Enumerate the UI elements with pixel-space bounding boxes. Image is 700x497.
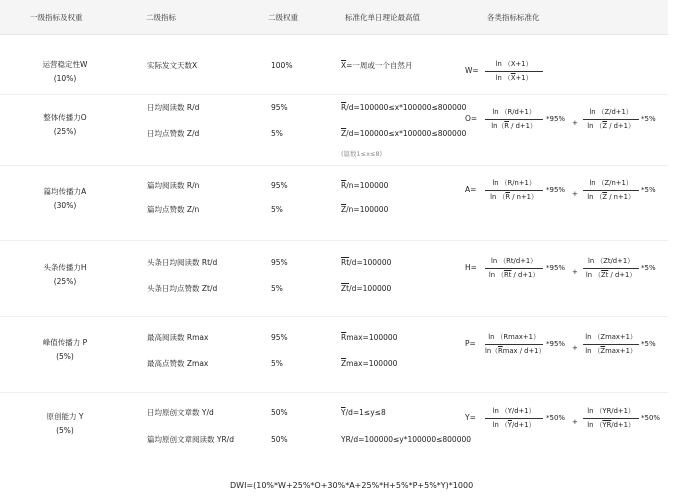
den-prefix: ln（ xyxy=(485,346,498,355)
theoretical-max-value xyxy=(341,62,412,70)
max-value-rest: /d=1≤y≤8 xyxy=(345,408,386,417)
overline-symbol: $\overline{R}$ xyxy=(341,333,347,342)
den-suffix: / d+1） xyxy=(508,121,537,130)
den-suffix: /d+1） xyxy=(511,420,536,429)
den-overline: $\overline{YR}$ xyxy=(602,420,612,429)
secondary-indicator-weight: 5% xyxy=(271,205,283,214)
max-value-rest: max=100000 xyxy=(346,359,398,368)
fraction xyxy=(485,258,543,279)
theoretical-max-value xyxy=(341,360,397,368)
den-prefix: ln （ xyxy=(587,192,603,201)
max-value-rest: /d=100000≤x*100000≤800000 xyxy=(346,103,467,112)
den-overline: $\overline{R}$ xyxy=(504,121,509,130)
fraction xyxy=(583,408,639,429)
fraction xyxy=(485,109,543,130)
max-value-rest: /d=100000 xyxy=(349,284,392,293)
secondary-indicator-name: 日均阅读数 R/d xyxy=(147,103,200,112)
plus-sign: + xyxy=(572,418,578,426)
fraction xyxy=(583,258,639,279)
den-suffix: / d+1） xyxy=(511,270,540,279)
den-overline: $\overline{X}$ xyxy=(510,73,516,82)
theoretical-max-value xyxy=(341,285,391,293)
primary-indicator-weight: (25%) xyxy=(53,127,77,136)
fraction-denominator xyxy=(583,120,639,130)
den-prefix: ln （ xyxy=(587,420,603,429)
den-overline: $\overline{Rt}$ xyxy=(504,270,512,279)
fraction-denominator xyxy=(485,191,543,201)
den-prefix: ln（ xyxy=(491,121,505,130)
fraction xyxy=(583,109,639,130)
coefficient: *5% xyxy=(641,340,656,348)
coefficient: *5% xyxy=(641,186,656,194)
den-suffix: max / d+1） xyxy=(502,346,546,355)
column-header-3: 标准化单日理论最高值 xyxy=(345,13,420,22)
max-value-rest: YR/d=100000≤y*100000≤800000 xyxy=(341,435,472,444)
fraction-numerator: ln （Y/d+1） xyxy=(485,408,543,419)
secondary-indicator-weight: 50% xyxy=(271,408,288,417)
coefficient: *95% xyxy=(546,115,566,123)
primary-indicator-weight: (5%) xyxy=(56,426,74,435)
den-overline: $\overline{Z}$ xyxy=(600,346,606,355)
fraction-numerator: ln （YR/d+1） xyxy=(583,408,639,419)
max-value-rest: max=100000 xyxy=(346,333,398,342)
row-divider xyxy=(0,240,668,241)
row-divider xyxy=(0,316,668,317)
theoretical-max-value xyxy=(341,182,388,190)
fraction-denominator xyxy=(485,72,543,82)
overline-symbol: $\overline{Z}$ xyxy=(341,359,347,368)
primary-indicator-weight: (5%) xyxy=(56,352,74,361)
coefficient: *95% xyxy=(546,186,566,194)
fraction-denominator xyxy=(485,345,546,355)
secondary-indicator-name: 日均点赞数 Z/d xyxy=(147,129,200,138)
plus-sign: + xyxy=(572,190,578,198)
plus-sign: + xyxy=(572,119,578,127)
coefficient: *50% xyxy=(641,414,661,422)
max-value-rest: =一周或一个自然月 xyxy=(346,61,413,70)
formula-lhs: A= xyxy=(465,185,477,194)
den-suffix: / n+1） xyxy=(510,192,538,201)
den-overline: $\overline{R}$ xyxy=(498,346,503,355)
fraction xyxy=(583,334,639,355)
formula-lhs: P= xyxy=(465,339,476,348)
column-header-1: 二级指标 xyxy=(146,13,176,22)
max-value-rest: /d=100000≤x*100000≤800000 xyxy=(346,129,467,138)
secondary-indicator-name: 最高阅读数 Rmax xyxy=(147,333,209,342)
overline-symbol: $\overline{Z}$ xyxy=(341,129,347,138)
secondary-indicator-name: 最高点赞数 Zmax xyxy=(147,359,209,368)
den-overline: $\overline{Z}$ xyxy=(602,121,608,130)
column-header-2: 二级权重 xyxy=(268,13,298,22)
fraction-numerator: ln （Rmax+1） xyxy=(485,334,543,345)
den-suffix: / d+1） xyxy=(608,270,637,279)
secondary-indicator-name: 篇均原创文章阅读数 YR/d xyxy=(147,435,234,444)
theoretical-max-value xyxy=(341,130,466,138)
coefficient: *5% xyxy=(641,115,656,123)
secondary-indicator-name: 篇均点赞数 Z/n xyxy=(147,205,200,214)
secondary-indicator-weight: 5% xyxy=(271,359,283,368)
theoretical-max-value xyxy=(341,409,386,417)
secondary-indicator-weight: 100% xyxy=(271,61,293,70)
den-prefix: ln （ xyxy=(495,73,511,82)
den-prefix: ln （ xyxy=(490,192,506,201)
fraction-denominator xyxy=(583,345,639,355)
fraction-numerator: ln （Z/n+1） xyxy=(583,180,639,191)
formula-lhs: W= xyxy=(465,66,479,75)
table-header xyxy=(0,0,668,35)
secondary-indicator-weight: 95% xyxy=(271,333,288,342)
sample-note: (篇数1≤x≤8) xyxy=(341,150,383,158)
fraction-denominator xyxy=(485,269,543,279)
fraction-numerator: ln （Z/d+1） xyxy=(583,109,639,120)
theoretical-max-value xyxy=(341,206,388,214)
secondary-indicator-weight: 5% xyxy=(271,284,283,293)
secondary-indicator-name: 头条日均点赞数 Zt/d xyxy=(147,284,218,293)
den-suffix: / d+1） xyxy=(607,121,635,130)
den-suffix: max+1） xyxy=(605,346,637,355)
fraction-numerator: ln （Zt/d+1） xyxy=(583,258,639,269)
plus-sign: + xyxy=(572,268,578,276)
den-overline: $\overline{Y}$ xyxy=(507,420,512,429)
max-value-rest: /d=100000 xyxy=(349,258,392,267)
fraction-denominator xyxy=(583,419,639,429)
primary-indicator-name: 整体传播力O xyxy=(43,113,87,122)
coefficient: *95% xyxy=(546,340,566,348)
overline-symbol: $\overline{X}$ xyxy=(341,61,347,70)
den-prefix: ln （ xyxy=(585,346,601,355)
column-header-0: 一级指标及权重 xyxy=(30,13,83,22)
overline-symbol: $\overline{Z}$ xyxy=(341,205,347,214)
formula-lhs: H= xyxy=(465,263,477,272)
primary-indicator-name: 篇均传播力A xyxy=(43,187,87,196)
primary-indicator-name: 原创能力 Y xyxy=(46,412,84,421)
den-overline: $\overline{R}$ xyxy=(505,192,511,201)
primary-indicator-weight: (10%) xyxy=(53,74,77,83)
den-suffix: / n+1） xyxy=(607,192,635,201)
column-header-4: 各类指标标准化 xyxy=(487,13,540,22)
primary-indicator-weight: (25%) xyxy=(53,277,77,286)
coefficient: *50% xyxy=(546,414,566,422)
secondary-indicator-weight: 95% xyxy=(271,181,288,190)
den-suffix: +1） xyxy=(515,73,533,82)
primary-indicator-name: 峰值传播力 P xyxy=(42,338,88,347)
theoretical-max-value xyxy=(341,334,397,342)
fraction-numerator: ln （R/n+1） xyxy=(485,180,543,191)
fraction-denominator xyxy=(583,191,639,201)
secondary-indicator-weight: 50% xyxy=(271,435,288,444)
fraction xyxy=(583,180,639,201)
dwi-formula: DWI=(10%*W+25%*O+30%*A+25%*H+5%*P+5%*Y)*1000 xyxy=(230,481,474,490)
primary-indicator-name: 运营稳定性W xyxy=(42,60,88,69)
theoretical-max-value xyxy=(341,104,466,112)
fraction-denominator xyxy=(485,120,543,130)
theoretical-max-value xyxy=(341,436,471,444)
den-overline: $\overline{Zt}$ xyxy=(601,270,609,279)
primary-indicator-name: 头条传播力H xyxy=(43,263,87,272)
fraction-numerator: ln （X+1） xyxy=(485,61,543,72)
den-prefix: ln （ xyxy=(585,270,602,279)
secondary-indicator-weight: 95% xyxy=(271,103,288,112)
row-divider xyxy=(0,392,668,393)
overline-symbol: $\overline{Rt}$ xyxy=(341,258,350,267)
coefficient: *5% xyxy=(641,264,656,272)
den-overline: $\overline{Z}$ xyxy=(602,192,608,201)
theoretical-max-value xyxy=(341,259,391,267)
formula-lhs: O= xyxy=(465,114,478,123)
fraction-denominator xyxy=(583,269,639,279)
den-prefix: ln （ xyxy=(492,420,508,429)
fraction-numerator: ln （Rt/d+1） xyxy=(485,258,543,269)
coefficient: *95% xyxy=(546,264,566,272)
fraction-denominator xyxy=(485,419,543,429)
fraction xyxy=(485,408,543,429)
den-suffix: /d+1） xyxy=(611,420,635,429)
den-prefix: ln （ xyxy=(488,270,504,279)
row-divider xyxy=(0,165,668,166)
fraction-numerator: ln （Zmax+1） xyxy=(583,334,639,345)
fraction xyxy=(485,61,543,82)
fraction xyxy=(485,333,546,355)
secondary-indicator-name: 篇均阅读数 R/n xyxy=(147,181,200,190)
fraction xyxy=(485,180,543,201)
secondary-indicator-name: 实际发文天数X xyxy=(147,61,198,70)
primary-indicator-weight: (30%) xyxy=(53,201,77,210)
plus-sign: + xyxy=(572,344,578,352)
formula-lhs: Y= xyxy=(465,413,476,422)
fraction-numerator: ln （R/d+1） xyxy=(485,109,543,120)
secondary-indicator-name: 日均原创文章数 Y/d xyxy=(147,408,214,417)
overline-symbol: $\overline{Y}$ xyxy=(341,408,346,417)
secondary-indicator-name: 头条日均阅读数 Rt/d xyxy=(147,258,218,267)
secondary-indicator-weight: 95% xyxy=(271,258,288,267)
overline-symbol: $\overline{Zt}$ xyxy=(341,284,350,293)
overline-symbol: $\overline{R}$ xyxy=(341,181,347,190)
den-prefix: ln （ xyxy=(587,121,603,130)
secondary-indicator-weight: 5% xyxy=(271,129,283,138)
max-value-rest: /n=100000 xyxy=(346,181,389,190)
row-divider xyxy=(0,94,668,95)
overline-symbol: $\overline{R}$ xyxy=(341,103,347,112)
max-value-rest: /n=100000 xyxy=(346,205,389,214)
